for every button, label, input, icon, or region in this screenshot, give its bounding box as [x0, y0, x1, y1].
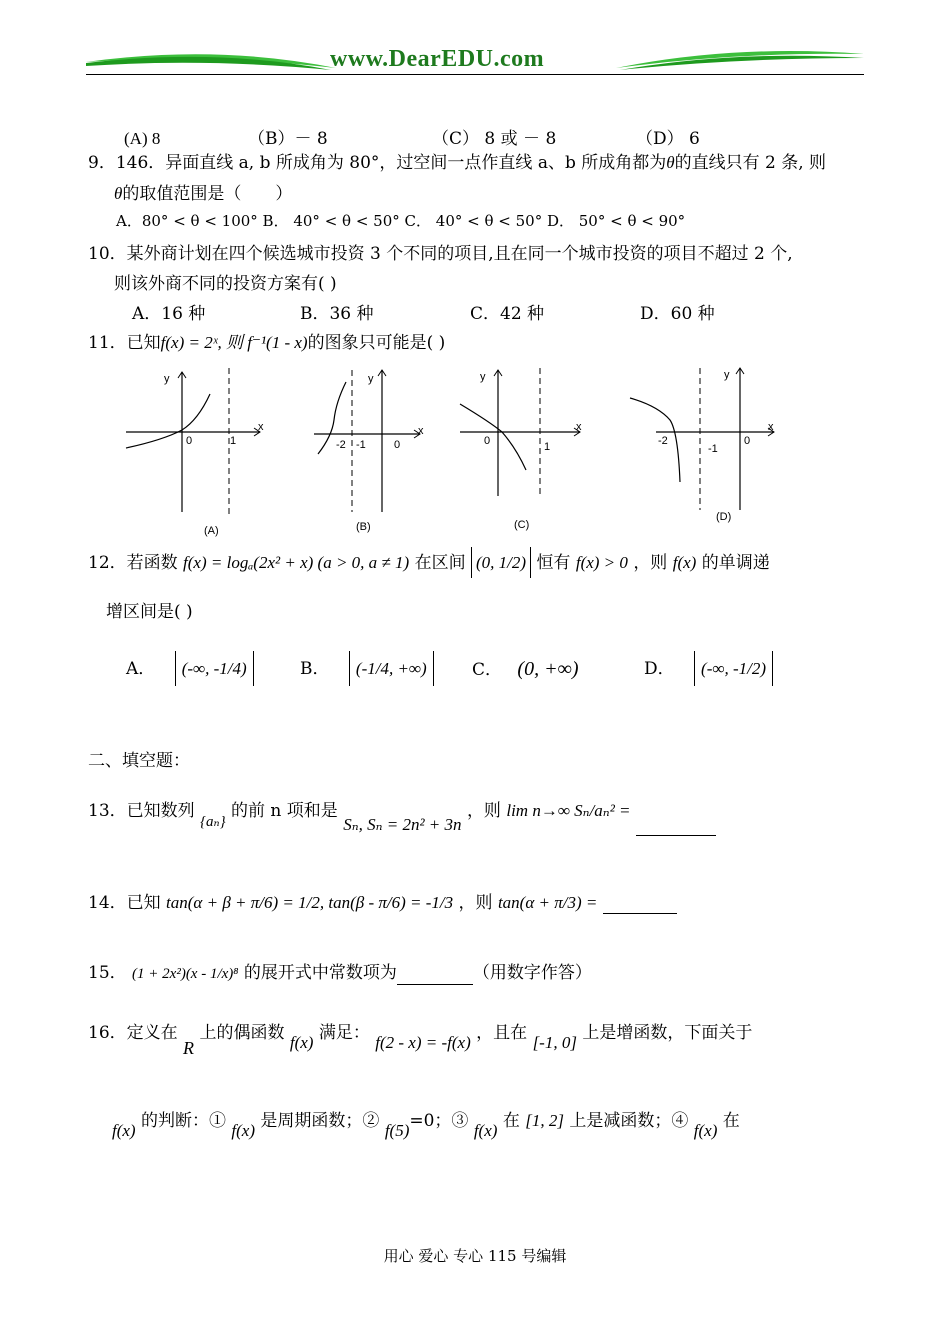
graph-b-tick-0: 0: [394, 439, 401, 451]
q11-graphs-figure: [118, 362, 780, 542]
q9-line1: 9．146．异面直线 a, b 所成角为 80°，过空间一点作直线 a、b 所成角都为θ的直线只有 2 条, 则: [88, 153, 827, 173]
q8-option-d: （D） 6: [636, 129, 700, 149]
q12-line1: 12．若函数 f(x) = logₐ(2x² + x) (a > 0, a ≠ 1) 在区间 (0, 1/2) 恒有 f(x) > 0 ，则 f(x) 的单调递: [88, 552, 770, 574]
q8-option-c: （C） 8 或 － 8: [432, 129, 557, 149]
graph-d-label: (D): [716, 511, 732, 523]
q11-stem: 11．已知f(x) = 2ˣ, 则 f⁻¹(1 - x)的图象只可能是( ): [88, 333, 446, 353]
graph-a: [126, 368, 264, 537]
q14: 14．已知 tan(α + β + π/6) = 1/2, tan(β - π/6) = -1/3 ，则 tan(α + π/3) =: [88, 892, 677, 914]
q13: 13．已知数列 {aₙ} 的前 n 项和是 Sₙ, Sₙ = 2n² + 3n ，则 lim n→∞ Sₙ/aₙ² =: [88, 800, 716, 836]
q12-interval: (0, 1/2): [471, 547, 531, 578]
graph-a-tick-0: 0: [186, 435, 193, 447]
logo-text[interactable]: www.DearEDU.com: [330, 46, 545, 72]
graph-d-tick-neg2: -2: [658, 435, 668, 447]
q12-option-d: D． (-∞, -1/2): [644, 658, 773, 680]
graph-c-x-label: x: [576, 421, 582, 433]
q9-line2: θ的取值范围是（ ）: [114, 184, 293, 204]
graph-c-tick-0: 0: [484, 435, 491, 447]
q14-answer-blank[interactable]: [603, 913, 677, 914]
q12-option-c: C． (0, +∞): [472, 658, 579, 680]
q16-line2: f(x) 的判断：① f(x) 是周期函数；② f(5)=0；③ f(x) 在 [1, 2] 上是减函数；④ f(x) 在: [112, 1111, 740, 1140]
graph-a-y-label: y: [164, 373, 170, 385]
q15: 15． (1 + 2x²)(x - 1/x)⁸ 的展开式中常数项为 （用数字作答）: [88, 963, 592, 983]
q11-graphs-svg: [118, 362, 780, 542]
q12-option-a: A． (-∞, -1/4): [126, 658, 254, 680]
graph-c-label: (C): [514, 519, 530, 531]
graph-d: [630, 368, 774, 523]
page-footer: 用心 爱心 专心 115 号编辑: [383, 1247, 567, 1265]
q8-option-b: （B）－ 8: [248, 129, 328, 149]
graph-a-x-label: x: [258, 421, 264, 433]
q16-line1: 16．定义在 R 上的偶函数 f(x) 满足： f(2 - x) = -f(x) ，且在 [-1, 0] 上是增函数，下面关于: [88, 1023, 753, 1058]
q15-answer-blank[interactable]: [397, 984, 473, 985]
q13-answer-blank[interactable]: [636, 835, 716, 836]
graph-b: [314, 370, 424, 533]
q12-option-b: B． (-1/4, +∞): [300, 658, 434, 680]
graph-a-label: (A): [204, 525, 219, 537]
graph-b-y-label: y: [368, 373, 374, 385]
header-banner: [86, 40, 866, 80]
graph-a-tick-1: 1: [230, 435, 237, 447]
graph-b-tick-neg1: -1: [356, 439, 366, 451]
q10-option-a: A．16 种: [132, 304, 206, 324]
header-rule: [86, 74, 864, 75]
graph-b-label: (B): [356, 521, 371, 533]
section-fill-in-title: 二、填空题：: [88, 751, 190, 771]
q10-option-d: D．60 种: [640, 304, 715, 324]
q8-option-a: (A) 8: [124, 129, 161, 148]
graph-c-tick-1: 1: [544, 441, 551, 453]
graph-d-x-label: x: [768, 421, 774, 433]
graph-c: [460, 368, 582, 531]
q10-option-c: C．42 种: [470, 304, 545, 324]
graph-c-y-label: y: [480, 371, 486, 383]
q10-line1: 10．某外商计划在四个候选城市投资 3 个不同的项目,且在同一个城市投资的项目不超过 2 个,: [88, 244, 793, 264]
q12-line2: 增区间是( ): [106, 602, 193, 622]
q9-options: A．80° < θ < 100° B． 40° < θ < 50° C． 40° < θ < 50° D． 50° < θ < 90°: [116, 212, 686, 230]
q10-line2: 则该外商不同的投资方案有( ): [114, 274, 337, 294]
graph-d-y-label: y: [724, 369, 730, 381]
graph-d-tick-neg1: -1: [708, 443, 718, 455]
graph-b-tick-neg2: -2: [336, 439, 346, 451]
graph-b-x-label: x: [418, 425, 424, 437]
graph-d-tick-0: 0: [744, 435, 751, 447]
q10-option-b: B．36 种: [300, 304, 374, 324]
